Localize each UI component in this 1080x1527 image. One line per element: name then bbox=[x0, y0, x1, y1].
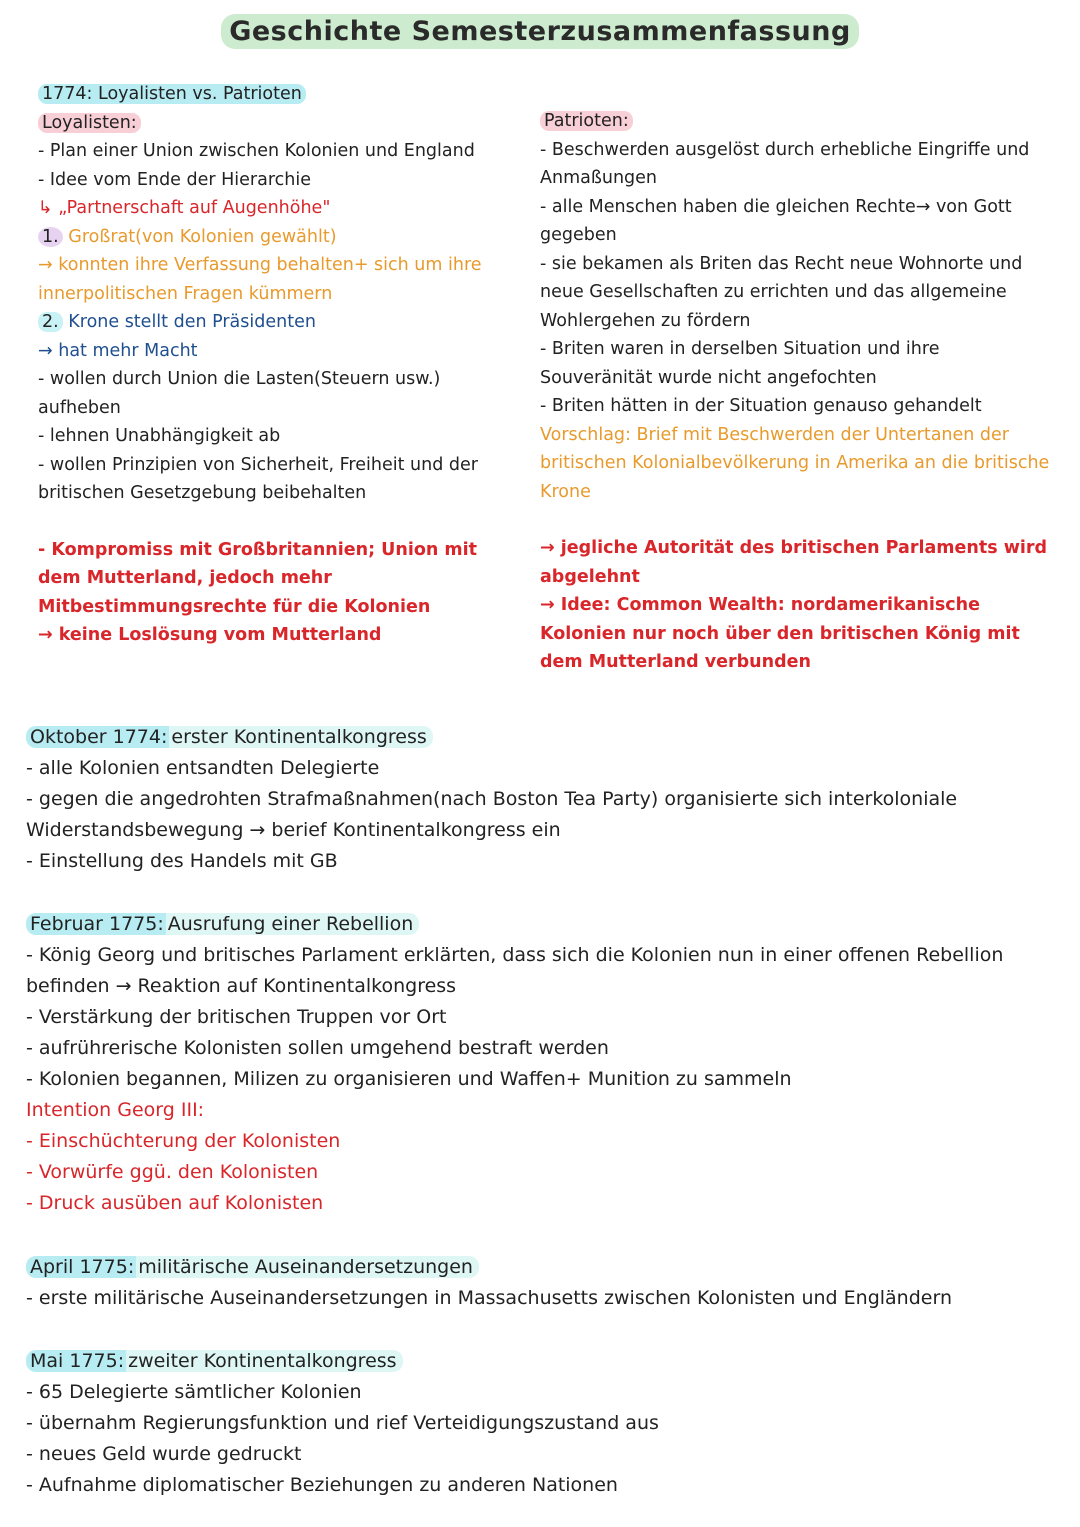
section-heading: Oktober 1774: erster Kontinentalkongress bbox=[26, 722, 1056, 753]
patriots-column bbox=[540, 107, 1055, 677]
loyalists-point: - wollen durch Union die Lasten(Steuern usw.) aufheben bbox=[38, 369, 441, 418]
section-line: - Verstärkung der britischen Truppen vor Ort bbox=[26, 1006, 447, 1028]
number-1-badge: 1. bbox=[38, 227, 63, 247]
intention-line: - Vorwürfe ggü. den Kolonisten bbox=[26, 1161, 319, 1183]
section-line: - Einstellung des Handels mit GB bbox=[26, 850, 338, 872]
loyalists-conclusion-arrow: → keine Loslösung vom Mutterland bbox=[38, 625, 382, 645]
loyalists-label: Loyalisten: bbox=[38, 113, 141, 133]
intention-label: Intention Georg III: bbox=[26, 1099, 205, 1121]
section-line: - gegen die angedrohten Strafmaßnahmen(nach Boston Tea Party) organisierte sich interkoloniale Widerstandsbewegung → berief Kontinentalkongress ein bbox=[26, 788, 958, 841]
section-line: - König Georg und britisches Parlament erklärten, dass sich die Kolonien nun in einer offenen Rebellion befinden → Reaktion auf Kontinentalkongress bbox=[26, 944, 1004, 997]
patriots-point: - sie bekamen als Briten das Recht neue Wohnorte und neue Gesellschaften zu errichten und das allgemeine Wohlergehen zu fördern bbox=[540, 253, 1023, 331]
topic-heading-year: 1774: Loyalisten vs. Patrioten bbox=[38, 84, 306, 104]
loyalists-crown-president: 2. Krone stellt den Präsidenten bbox=[38, 308, 518, 337]
loyalists-conclusion: - Kompromiss mit Großbritannien; Union mit dem Mutterland, jedoch mehr Mitbestimmungsrechte für die Kolonien bbox=[38, 539, 478, 617]
loyalists-label-row bbox=[38, 109, 518, 138]
loyalists-constitution: → konnten ihre Verfassung behalten+ sich um ihre innerpolitischen Fragen kümmern bbox=[38, 255, 482, 304]
loyalists-partnership: ↳ „Partnerschaft auf Augenhöhe" bbox=[38, 198, 331, 218]
patriots-proposal: Vorschlag: Brief mit Beschwerden der Untertanen der britischen Kolonialbevölkerung in Amerika an die britische Krone bbox=[540, 424, 1050, 502]
section-may-1775 bbox=[26, 1346, 1056, 1501]
patriots-commonwealth-idea: → Idee: Common Wealth: nordamerikanische Kolonien nur noch über den britischen König mit dem Mutterland verbunden bbox=[540, 595, 1020, 672]
loyalists-more-power: → hat mehr Macht bbox=[38, 340, 198, 361]
number-2-badge: 2. bbox=[38, 312, 63, 332]
section-line: - 65 Delegierte sämtlicher Kolonien bbox=[26, 1381, 362, 1403]
section-heading: Februar 1775: Ausrufung einer Rebellion bbox=[26, 909, 1056, 940]
patriots-point: - Briten hätten in der Situation genauso gehandelt bbox=[540, 396, 982, 416]
page-title-container bbox=[0, 14, 1080, 49]
loyalists-point: - Idee vom Ende der Hierarchie bbox=[38, 169, 311, 190]
section-line: - aufrührerische Kolonisten sollen umgehend bestraft werden bbox=[26, 1037, 609, 1059]
section-line: - Aufnahme diplomatischer Beziehungen zu anderen Nationen bbox=[26, 1474, 618, 1496]
section-heading: Mai 1775: zweiter Kontinentalkongress bbox=[26, 1346, 1056, 1377]
section-october-1774 bbox=[26, 722, 1056, 877]
intention-line: - Einschüchterung der Kolonisten bbox=[26, 1130, 341, 1152]
loyalists-point: - lehnen Unabhängigkeit ab bbox=[38, 426, 281, 446]
patriots-point: - Briten waren in derselben Situation und ihre Souveränität wurde nicht angefochten bbox=[540, 339, 940, 388]
spacer bbox=[38, 508, 518, 536]
intention-line: - Druck ausüben auf Kolonisten bbox=[26, 1192, 324, 1214]
page-title: Geschichte Semesterzusammenfassung bbox=[221, 14, 859, 49]
section-line: - übernahm Regierungsfunktion und rief Verteidigungszustand aus bbox=[26, 1412, 659, 1434]
patriots-conclusion: → jegliche Autorität des britischen Parlaments wird abgelehnt bbox=[540, 538, 1048, 587]
section-line: - alle Kolonien entsandten Delegierte bbox=[26, 757, 380, 779]
patriots-label-row bbox=[540, 107, 1055, 136]
loyalists-column bbox=[38, 80, 518, 650]
patriots-label: Patrioten: bbox=[540, 111, 633, 131]
spacer bbox=[540, 506, 1055, 534]
section-line: - neues Geld wurde gedruckt bbox=[26, 1443, 302, 1465]
section-heading: April 1775: militärische Auseinandersetzungen bbox=[26, 1252, 1056, 1283]
loyalists-point: - Plan einer Union zwischen Kolonien und England bbox=[38, 141, 475, 161]
patriots-point: - Beschwerden ausgelöst durch erhebliche Eingriffe und Anmaßungen bbox=[540, 139, 1030, 188]
loyalists-point: - wollen Prinzipien von Sicherheit, Freiheit und der britischen Gesetzgebung beibehalten bbox=[38, 454, 478, 503]
patriots-point: - alle Menschen haben die gleichen Rechte→ von Gott gegeben bbox=[540, 196, 1012, 245]
loyalists-grand-council: 1. Großrat(von Kolonien gewählt) bbox=[38, 223, 518, 252]
section-april-1775 bbox=[26, 1252, 1056, 1314]
section-line: - Kolonien begannen, Milizen zu organisieren und Waffen+ Munition zu sammeln bbox=[26, 1068, 792, 1090]
section-february-1775 bbox=[26, 909, 1056, 1219]
section-line: - erste militärische Auseinandersetzungen in Massachusetts zwischen Kolonisten und Engländern bbox=[26, 1287, 952, 1309]
topic-heading bbox=[38, 80, 518, 109]
